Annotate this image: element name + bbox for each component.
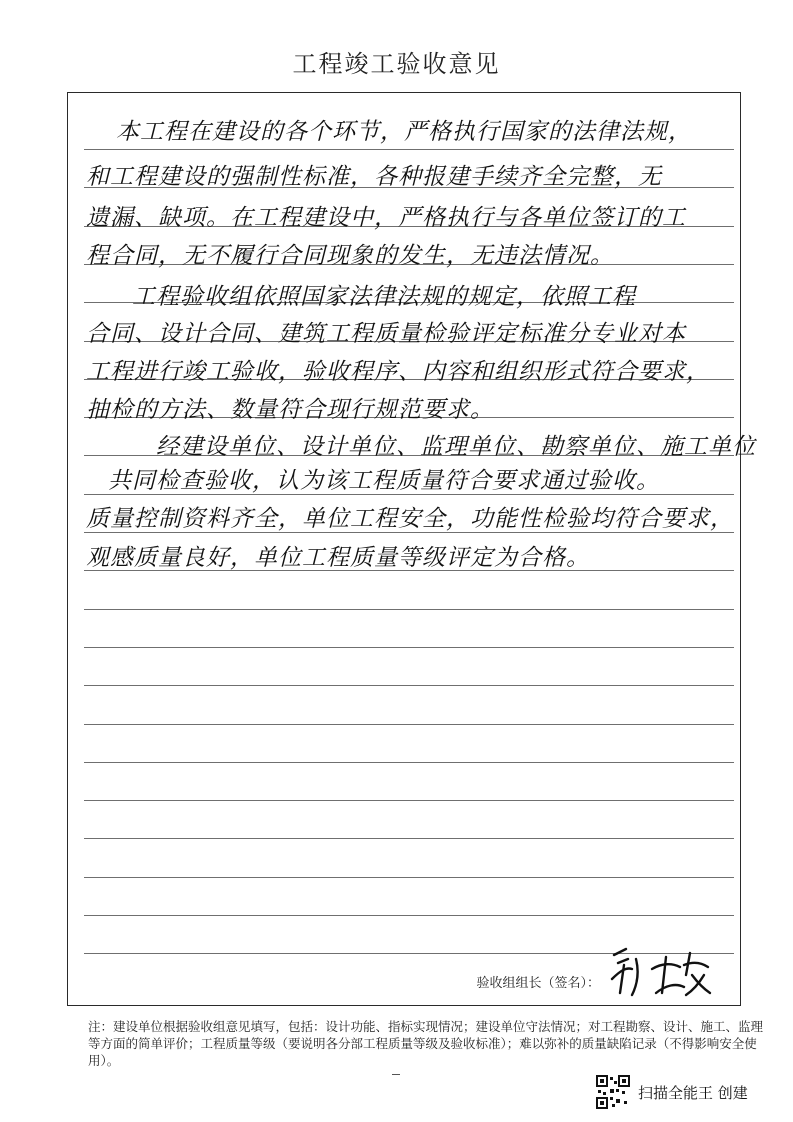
ruled-line [84,762,734,763]
ruled-line [84,647,734,648]
ruled-line [84,609,734,610]
footnote: 注：建设单位根据验收组意见填写，包括：设计功能、指标实现情况；建设单位守法情况；对工程勘察、设计、施工、监理等方面的简单评价；工程质量等级（要说明各分部工程质量等级及验收标准）；难以弥补的质量缺陷记录（不得影响安全使用）。 [88,1019,764,1068]
opinion-box [67,92,756,1006]
handwritten-line-2: 和工程建设的强制性标准，各种报建手续齐全完整，无 [86,164,662,190]
handwritten-line-6: 合同、设计合同、建筑工程质量检验评定标准分专业对本 [86,321,686,347]
ruled-line [84,800,734,801]
handwritten-line-4: 程合同，无不履行合同现象的发生，无违法情况。 [86,243,614,269]
handwritten-line-11: 质量控制资料齐全，单位工程安全，功能性检验均符合要求， [86,506,734,532]
handwritten-line-9: 经建设单位、设计单位、监理单位、勘察单位、施工单位 [156,434,756,460]
ruled-line [84,149,734,150]
scanner-brand-label: 扫描全能王 创建 [638,1083,748,1102]
signature-label: 验收组组长（签名）： [476,976,600,991]
handwritten-line-1: 本工程在建设的各个环节，严格执行国家的法律法规， [116,119,692,145]
handwritten-line-8: 抽检的方法、数量符合现行规范要求。 [86,397,494,423]
ruled-line [84,724,734,725]
handwritten-line-5: 工程验收组依照国家法律法规的规定，依照工程 [132,284,636,310]
page-title: 工程竣工验收意见 [292,50,501,78]
handwritten-line-12: 观感质量良好，单位工程质量等级评定为合格。 [86,545,590,571]
qr-code-icon [596,1075,630,1109]
handwritten-line-10: 共同检查验收，认为该工程质量符合要求通过验收。 [108,468,660,494]
page-dash [392,1074,400,1075]
handwritten-line-7: 工程进行竣工验收，验收程序、内容和组织形式符合要求， [86,359,710,385]
scanner-watermark [596,1072,748,1112]
handwritten-line-3: 遗漏、缺项。在工程建设中，严格执行与各单位签订的工 [86,205,686,231]
handwritten-signature [606,935,716,999]
ruled-line [84,685,734,686]
ruled-line [84,877,734,878]
ruled-line [84,915,734,916]
ruled-line [84,838,734,839]
